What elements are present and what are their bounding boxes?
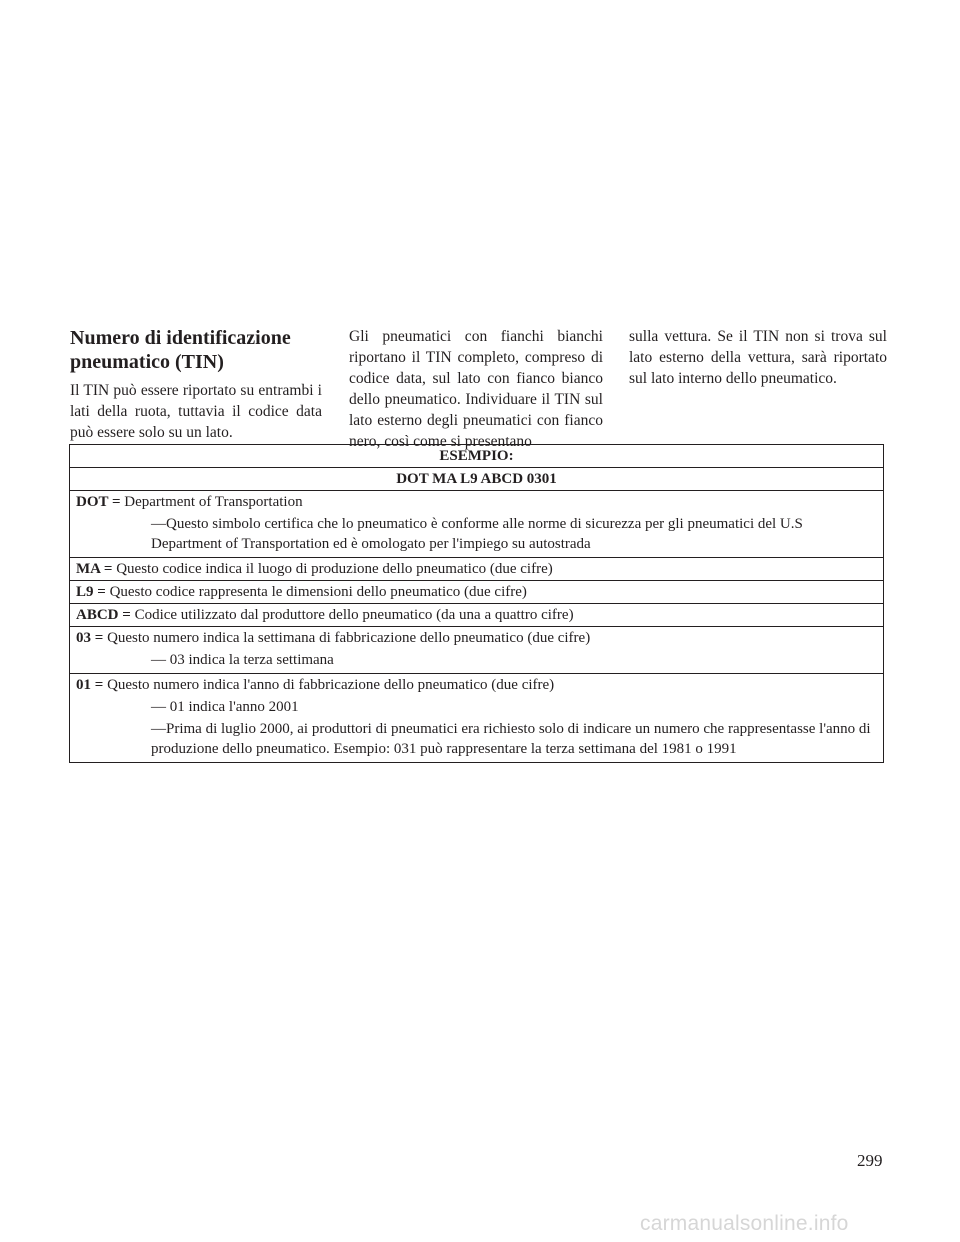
row-text: Codice utilizzato dal produttore dello pneumatico (da una a quattro cifre) [134, 607, 574, 623]
table-example: DOT MA L9 ABCD 0301 [70, 468, 884, 491]
row-code: MA = [76, 561, 113, 577]
column-2 [349, 326, 603, 452]
table-row [70, 581, 884, 604]
table-row [70, 627, 884, 674]
row-text: Department of Transportation [124, 494, 303, 510]
table-row [70, 604, 884, 627]
watermark: carmanualsonline.info [640, 1212, 849, 1235]
row-sub-text: —Prima di luglio 2000, ai produttori di pneumatici era richiesto solo di indicare un numero che rappresentasse l'anno di produzione dello pneumatico. Esempio: 031 può rappresentare la terza settimana del 1981 o 1991 [151, 721, 871, 757]
row-text: Questo codice rappresenta le dimensioni dello pneumatico (due cifre) [109, 584, 527, 600]
page-number: 299 [857, 1151, 883, 1170]
row-text: Questo codice indica il luogo di produzione dello pneumatico (due cifre) [116, 561, 553, 577]
row-code: L9 = [76, 584, 106, 600]
row-code: 03 = [76, 630, 104, 646]
table-row [70, 491, 884, 558]
paragraph-3: sulla vettura. Se il TIN non si trova sul lato esterno della vettura, sarà riportato sul lato interno dello pneumatico. [629, 328, 887, 387]
row-text: Questo numero indica l'anno di fabbricazione dello pneumatico (due cifre) [107, 677, 555, 693]
row-code: 01 = [76, 677, 104, 693]
row-sub-text: — 01 indica l'anno 2001 [151, 699, 299, 715]
row-text: Questo numero indica la settimana di fabbricazione dello pneumatico (due cifre) [107, 630, 591, 646]
paragraph-2: Gli pneumatici con fianchi bianchi riportano il TIN completo, compreso di codice data, sul lato con fianco bianco dello pneumatico. Individuare il TIN sul lato esterno degli pneumatici con fianco nero, così come si presentano [349, 328, 603, 450]
table-header-row [70, 445, 884, 468]
table-example-row [70, 468, 884, 491]
section-title: Numero di identificazione pneumatico (TIN) [70, 327, 291, 373]
tin-example-table [69, 444, 884, 763]
paragraph-1: Il TIN può essere riportato su entrambi i lati della ruota, tuttavia il codice data può essere solo su un lato. [70, 382, 322, 441]
table-header: ESEMPIO: [70, 445, 884, 468]
table-row [70, 674, 884, 763]
row-code: DOT = [76, 494, 121, 510]
column-1 [70, 326, 322, 443]
table-row [70, 558, 884, 581]
row-sub-text: — 03 indica la terza settimana [151, 652, 334, 668]
column-3 [629, 326, 887, 389]
row-code: ABCD = [76, 607, 131, 623]
row-sub-text: —Questo simbolo certifica che lo pneumatico è conforme alle norme di sicurezza per gli pneumatici del U.S Department of Transportation ed è omologato per l'impiego su autostrada [151, 516, 803, 552]
